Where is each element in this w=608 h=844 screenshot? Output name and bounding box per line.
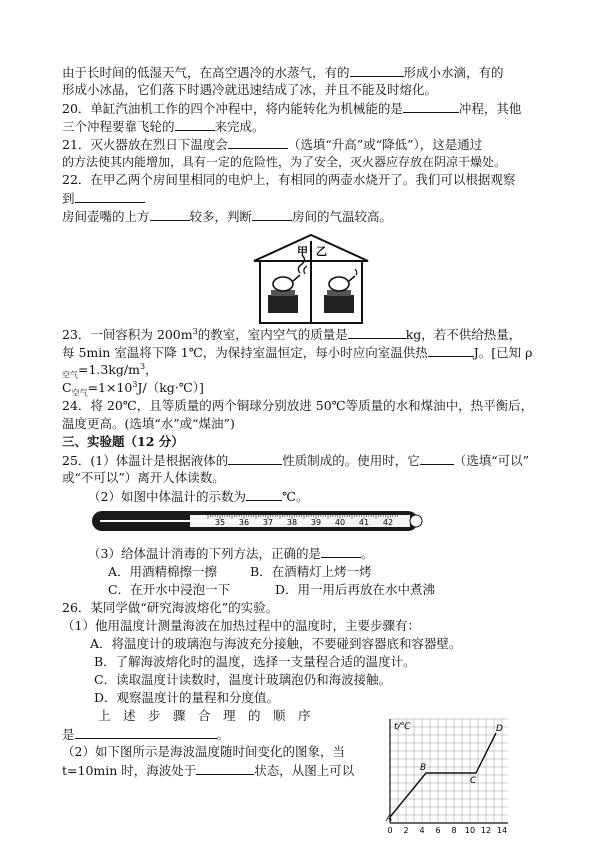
answer-blank: [321, 545, 361, 558]
melting-graph: [384, 713, 514, 835]
question-22: 22．在甲乙两个房间里相同的电炉上，有相同的两壶水烧开了。我们可以根据观察: [62, 172, 516, 187]
question-20: [62, 100, 521, 117]
text: （2）如图中体温计的示数为: [88, 489, 246, 504]
superscript: 3: [192, 326, 198, 336]
room-label-yi: 乙: [316, 245, 327, 258]
text: J。[已知 ρ: [473, 345, 533, 360]
clinical-thermometer-figure: [90, 505, 430, 535]
text: 。: [360, 546, 374, 561]
question-26-order-cont: [62, 726, 229, 743]
option-a: A．用酒精棉擦一擦: [108, 564, 218, 579]
answer-blank: [420, 452, 454, 465]
answer-blank: [75, 726, 217, 739]
text: C: [62, 380, 72, 395]
question-22-cont2: [62, 208, 392, 225]
question-25-cont: 或“不可以”）离开人体读数。: [62, 470, 225, 485]
text: （选填“升高”或“降低”），这是通过: [287, 137, 483, 152]
option-b: B．在酒精灯上烤一烤: [250, 564, 372, 579]
point-b-label: B: [420, 763, 427, 773]
stove-kettle-left: [268, 255, 307, 313]
thermometer-tick-label: 37: [262, 518, 274, 527]
point-a-label: A: [386, 814, 393, 824]
text: ℃。: [281, 489, 309, 504]
stove-kettle-right: [324, 269, 357, 313]
question-26-part2-cont: [62, 762, 354, 779]
question-26-part1: （1）他用温度计测量海波在加热过程中的温度时，主要步骤有：: [62, 618, 420, 633]
text: 是: [62, 727, 75, 742]
text: 到: [62, 191, 75, 206]
question-20-cont: [62, 118, 265, 135]
answer-blank: [252, 208, 292, 221]
text: kg，若不供给热量，: [405, 327, 522, 342]
text: 三个冲程要靠飞轮的: [62, 119, 175, 134]
subscript: 空气: [62, 370, 78, 380]
text: 房间的气温较高。: [292, 209, 393, 224]
answer-blank: [175, 118, 215, 131]
superscript: 3: [132, 379, 138, 389]
question-23-cont: [62, 344, 532, 361]
text: 较多，判断: [189, 209, 253, 224]
text: 性质制成的。使用时，它: [282, 453, 420, 468]
x-tick-label: 14: [496, 826, 508, 835]
step-c: C．读取温度计读数时，温度计玻璃泡仍和海波接触。: [94, 672, 392, 687]
step-a: A．将温度计的玻璃泡与海波充分接触，不要碰到容器底和容器壁。: [90, 636, 462, 651]
question-25-part3: [88, 545, 373, 562]
x-tick-label: 10: [464, 826, 476, 835]
superscript: 3: [140, 361, 146, 371]
text: =1.3kg/m: [78, 362, 140, 377]
step-b: B．了解海波熔化时的温度，选择一支量程合适的温度计。: [94, 654, 416, 669]
x-tick-label: 0: [387, 826, 393, 835]
subscript: 空气: [71, 388, 88, 398]
text: =1×10: [87, 380, 133, 395]
question-23-cont2: [62, 362, 158, 378]
answer-blank: [228, 136, 288, 149]
question-25-part2: [88, 488, 308, 505]
text: ，: [145, 362, 158, 377]
text: 20．单缸汽油机工作的四个冲程中，将内能转化为机械能的是: [62, 101, 403, 116]
text-line: 形成小冰晶，它们落下时遇冷就迅速结成了冰，并且不能及时熔化。: [62, 82, 438, 97]
x-tick-label: 6: [435, 826, 441, 835]
text: 的教室，室内空气的质量是: [197, 327, 348, 342]
two-rooms-figure: [252, 233, 370, 325]
text: （3）给体温计消毒的下列方法，正确的是: [88, 546, 321, 561]
answer-blank: [428, 344, 474, 357]
answer-blank: [196, 762, 254, 775]
answer-blank: [75, 190, 145, 203]
question-21-cont: 的方法使其内能增加，具有一定的危险性，为了安全，灭火器应存放在阴凉干燥处。: [62, 155, 507, 169]
answer-blank: [228, 452, 282, 465]
thermometer-tick-label: 36: [238, 518, 250, 527]
x-tick-label: 8: [451, 826, 457, 835]
thermometer-tick-label: 41: [358, 518, 370, 527]
thermometer-tick-label: 39: [310, 518, 322, 527]
question-24-cont: 温度更高。(选填“水”或“煤油”): [62, 416, 235, 431]
answer-blank: [403, 100, 459, 113]
x-tick-label: 12: [480, 826, 492, 835]
x-tick-label: 4: [419, 826, 425, 835]
text: 23．一间容积为 200m: [62, 327, 193, 342]
text: 状态，从图上可以: [254, 763, 355, 778]
text: 形成小水滴，有的: [403, 65, 504, 80]
text: J/（kg·℃）]: [137, 380, 204, 395]
text-line: [62, 64, 504, 81]
text: 来完成。: [214, 119, 265, 134]
thermometer-tick-label: 42: [382, 518, 394, 527]
y-axis-label: t/℃: [394, 722, 411, 732]
thermometer-tick-label: 38: [286, 518, 298, 527]
thermometer-tick-label: 40: [334, 518, 346, 527]
text: 房间壶嘴的上方: [62, 209, 150, 224]
option-d: D．用一用后再放在水中煮沸: [275, 582, 436, 597]
text: 冲程，其他: [458, 101, 522, 116]
question-21: [62, 136, 482, 153]
section-heading: 三、实验题（12 分）: [62, 434, 184, 449]
question-25: [62, 452, 529, 469]
answer-blank: [350, 64, 404, 77]
room-label-jia: 甲: [297, 245, 308, 258]
point-d-label: D: [496, 724, 503, 734]
answer-blank: [246, 488, 282, 501]
x-tick-labels: [387, 826, 507, 835]
thermometer-tick-label: 35: [214, 518, 226, 527]
thermometer-end: [410, 515, 422, 527]
question-23: [62, 326, 521, 343]
question-26-order: 上 述 步 骤 合 理 的 顺 序: [98, 708, 311, 723]
point-c-label: C: [470, 776, 477, 786]
question-23-cont3: [62, 380, 204, 396]
text: 。: [216, 727, 230, 742]
question-22-cont: [62, 190, 145, 207]
option-c: C．在开水中浸泡一下: [108, 582, 231, 597]
text: 21．灭火器放在烈日下温度会: [62, 137, 228, 152]
text: 25．(1）体温计是根据液体的: [62, 453, 229, 468]
text: t=10min 时，海波处于: [62, 763, 197, 778]
graph-grid: [390, 719, 508, 823]
text: （选填“可以”: [453, 453, 530, 468]
answer-blank: [150, 208, 190, 221]
step-d: D．观察温度计的量程和分度值。: [94, 690, 280, 705]
text: 由于长时间的低湿天气，在高空遇冷的水蒸气，有的: [62, 65, 350, 80]
x-tick-label: 2: [403, 826, 409, 835]
text: 每 5min 室温将下降 1℃，为保持室温恒定，每小时应向室温供热: [62, 345, 428, 360]
answer-blank: [348, 326, 406, 339]
question-26: 26．某同学做“研究海波熔化”的实验。: [62, 600, 279, 615]
question-26-part2: （2）如下图所示是海波温度随时间变化的图象，当: [62, 744, 345, 759]
question-24: 24．将 20℃，且等质量的两个铜球分别放进 50℃等质量的水和煤油中，热平衡后，: [62, 398, 534, 413]
